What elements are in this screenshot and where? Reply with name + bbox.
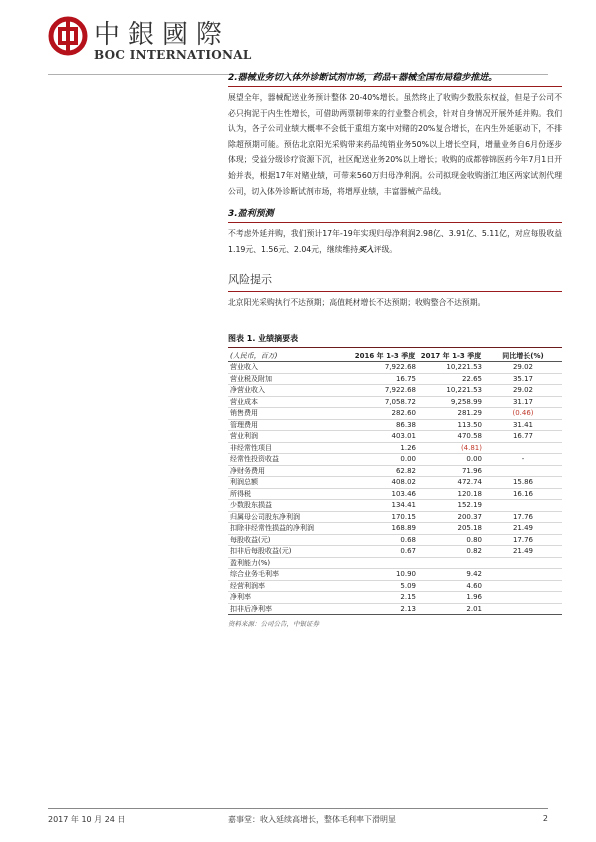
table-cell-2017: 2.01: [466, 604, 482, 613]
section-3-text-before: 不考虑外延并购，我们预计17年-19年实现归母净利润2.98亿、3.91亿、5.11亿，对应每股收益1.19元、1.56元、2.04元，继续维持: [228, 229, 562, 254]
earnings-summary-table: [228, 351, 562, 616]
table-cell-yoy: 35.17: [512, 374, 534, 383]
table-row: [228, 408, 562, 420]
table-cell-yoy: 17.76: [512, 535, 534, 544]
table-cell-2017: 71.96: [461, 466, 482, 475]
table-cell-2016: 408.02: [391, 478, 416, 487]
table-cell-label: 销售费用: [230, 409, 258, 418]
table-cell-2017: 281.29: [457, 409, 482, 418]
table-cell-2017: 472.74: [457, 478, 482, 487]
table-row: [228, 580, 562, 592]
table-title: 图表 1. 业绩摘要表: [228, 333, 562, 348]
table-row: [228, 442, 562, 454]
table-cell-label: 扣非后净利率: [230, 604, 272, 613]
section-3-text-after: 评级。: [373, 244, 398, 254]
risk-body: 北京阳光采购执行不达预期；高值耗材增长不达预期；收购整合不达预期。: [228, 298, 486, 308]
table-cell-2017: 0.82: [466, 547, 482, 556]
table-cell-yoy: 29.02: [512, 363, 534, 372]
table-unit-label: (人民币，百万): [228, 351, 352, 362]
table-cell-yoy: [484, 465, 562, 477]
table-cell-yoy: [484, 500, 562, 512]
table-cell-2016: 62.82: [395, 466, 416, 475]
table-cell-2016: 2.13: [400, 604, 416, 613]
table-cell-2016: 403.01: [391, 432, 416, 441]
page-number: 2: [542, 814, 548, 823]
table-cell-2016: 0.00: [400, 455, 416, 464]
table-row: [228, 396, 562, 408]
table-cell-label: 营业利润: [230, 432, 258, 441]
table-cell-yoy: 31.17: [512, 397, 534, 406]
table-cell-yoy: 21.49: [512, 524, 534, 533]
table-row: [228, 488, 562, 500]
table-cell-label: 净利率: [230, 593, 251, 602]
table-cell-2017: 470.58: [457, 432, 482, 441]
table-cell-yoy: -: [521, 455, 525, 464]
boc-logo-icon: [48, 16, 88, 56]
table-cell-2016: 86.38: [395, 420, 416, 429]
table-header-row: [228, 351, 562, 362]
table-cell-2017: 200.37: [457, 512, 482, 521]
section-3-body: [228, 226, 562, 257]
table-cell-yoy: [484, 442, 562, 454]
table-row: [228, 557, 562, 569]
table-cell-yoy: 29.02: [512, 386, 534, 395]
table-cell-2017: 0.80: [466, 535, 482, 544]
table-cell-label: 少数股东损益: [230, 501, 272, 510]
table-cell-2017: 9.42: [466, 570, 482, 579]
footer-divider: [48, 808, 548, 809]
table-cell-2016: 103.46: [391, 489, 416, 498]
table-cell-2017: 10,221.53: [446, 363, 482, 372]
table-cell-label: 营业成本: [230, 397, 258, 406]
table-cell-2017: 22.65: [461, 374, 482, 383]
risk-heading: 风险提示: [228, 271, 562, 292]
table-row: [228, 534, 562, 546]
table-cell-yoy: 16.16: [512, 489, 534, 498]
table-row: [228, 500, 562, 512]
table-cell-yoy: 16.77: [512, 432, 534, 441]
table-row: [228, 477, 562, 489]
table-cell-yoy: [484, 580, 562, 592]
table-cell-label: 盈利能力(%): [230, 558, 271, 567]
table-cell-2016: 10.90: [395, 570, 416, 579]
table-row: [228, 373, 562, 385]
table-cell-yoy: (0.46): [512, 409, 534, 418]
table-row: [228, 419, 562, 431]
table-cell-2016: 2.15: [400, 593, 416, 602]
logo-english-name: BOC INTERNATIONAL: [94, 48, 252, 62]
table-row: [228, 523, 562, 535]
table-cell-2016: 0.68: [400, 535, 416, 544]
table-cell-2016: 134.41: [391, 501, 416, 510]
table-cell-2016: [352, 557, 418, 569]
table-row: [228, 431, 562, 443]
table-cell-2017: 205.18: [457, 524, 482, 533]
table-cell-2017: [418, 557, 484, 569]
table-cell-label: 经常性投资收益: [230, 455, 279, 464]
main-content: [228, 72, 562, 628]
table-cell-label: 管理费用: [230, 420, 258, 429]
table-cell-yoy: [484, 569, 562, 581]
table-cell-label: 所得税: [230, 489, 251, 498]
table-row: [228, 362, 562, 374]
page-header: [48, 14, 548, 76]
table-cell-yoy: [484, 592, 562, 604]
table-source: 资料来源：公司公告，中银证券: [228, 620, 319, 629]
table-cell-yoy: [484, 603, 562, 615]
rating-text: 买入: [358, 244, 374, 254]
table-cell-label: 利润总额: [230, 478, 258, 487]
table-cell-2017: 113.50: [457, 420, 482, 429]
table-cell-2017: 1.96: [466, 593, 482, 602]
table-cell-yoy: 31.41: [512, 420, 534, 429]
table-row: [228, 603, 562, 615]
table-cell-label: 综合业务毛利率: [230, 570, 279, 579]
table-cell-2016: 170.15: [391, 512, 416, 521]
section-3-heading: 3.盈利预测: [228, 208, 562, 223]
table-cell-2016: 282.60: [391, 409, 416, 418]
table-cell-yoy: [484, 557, 562, 569]
table-cell-label: 扣非后每股收益(元): [230, 547, 292, 556]
page-footer: [48, 814, 548, 826]
table-row: [228, 385, 562, 397]
table-cell-2017: 10,221.53: [446, 386, 482, 395]
table-row: [228, 454, 562, 466]
table-cell-2016: 16.75: [395, 374, 416, 383]
footer-report-title: 嘉事堂：收入延续高增长，整体毛利率下滑明显: [228, 815, 396, 824]
table-row: [228, 511, 562, 523]
table-cell-label: 非经常性项目: [230, 443, 272, 452]
table-body: [228, 362, 562, 615]
footer-date: 2017 年 10 月 24 日: [48, 815, 126, 824]
table-cell-2016: 5.09: [400, 581, 416, 590]
table-col-2016: 2016 年 1-3 季度: [352, 351, 418, 362]
table-cell-label: 扣除非经常性损益的净利润: [230, 524, 314, 533]
table-cell-2017: 9,258.99: [450, 397, 482, 406]
table-cell-label: 净财务费用: [230, 466, 265, 475]
section-2-heading: 2.器械业务切入体外诊断试剂市场，药品+器械全国布局稳步推进。: [228, 72, 562, 87]
table-cell-label: 归属母公司股东净利润: [230, 512, 300, 521]
table-cell-2016: 0.67: [400, 547, 416, 556]
logo-chinese-name: 中銀國際: [94, 20, 231, 50]
table-cell-label: 营业收入: [230, 363, 258, 372]
table-cell-2017: 152.19: [457, 501, 482, 510]
table-cell-yoy: 15.86: [512, 478, 534, 487]
table-row: [228, 569, 562, 581]
table-col-yoy: 同比增长(%): [484, 351, 562, 362]
table-row: [228, 592, 562, 604]
table-cell-2017: 4.60: [466, 581, 482, 590]
table-row: [228, 546, 562, 558]
table-cell-yoy: 21.49: [512, 547, 534, 556]
table-cell-2017: (4.81): [460, 443, 482, 452]
table-cell-yoy: 17.76: [512, 512, 534, 521]
table-cell-2016: 168.89: [391, 524, 416, 533]
table-cell-2016: 7,922.68: [384, 363, 416, 372]
table-cell-2016: 1.26: [400, 443, 416, 452]
table-cell-2016: 7,058.72: [384, 397, 416, 406]
table-cell-label: 每股收益(元): [230, 535, 271, 544]
table-row: [228, 465, 562, 477]
table-cell-label: 净营业收入: [230, 386, 265, 395]
table-cell-label: 经营利润率: [230, 581, 265, 590]
table-cell-label: 营业税及附加: [230, 374, 272, 383]
table-cell-2016: 7,922.68: [384, 386, 416, 395]
section-2-body: 展望全年，器械配送业务预计整体 20-40%增长。虽然终止了收购少数股东权益，但是子公司不必只拘泥于内生性增长，可借助两票制带来的行业整合机会，针对自身情况开展外延并购。我们认为，各子公司业绩大概率不会低于重组方案中对赌的20%复合增长，在内生外延驱动下，不排除超预期可能。预估北京阳光采购带来药品纯销业务50%以上增长空间，增量业务自6月份逐步体现；受益分级诊疗资源下沉，社区配送业务20%以上增长；收购的成都蓉锦医药今年7月1日开始并表，根据17年对赌业绩，可带来560万归母净利润。公司拟现金收购浙江地区两家试剂代理公司，切入体外诊断试剂市场，将增厚业绩，丰富器械产品线。: [228, 93, 562, 196]
table-col-2017: 2017 年 1-3 季度: [418, 351, 484, 362]
table-cell-2017: 0.00: [466, 455, 482, 464]
table-cell-2017: 120.18: [457, 489, 482, 498]
